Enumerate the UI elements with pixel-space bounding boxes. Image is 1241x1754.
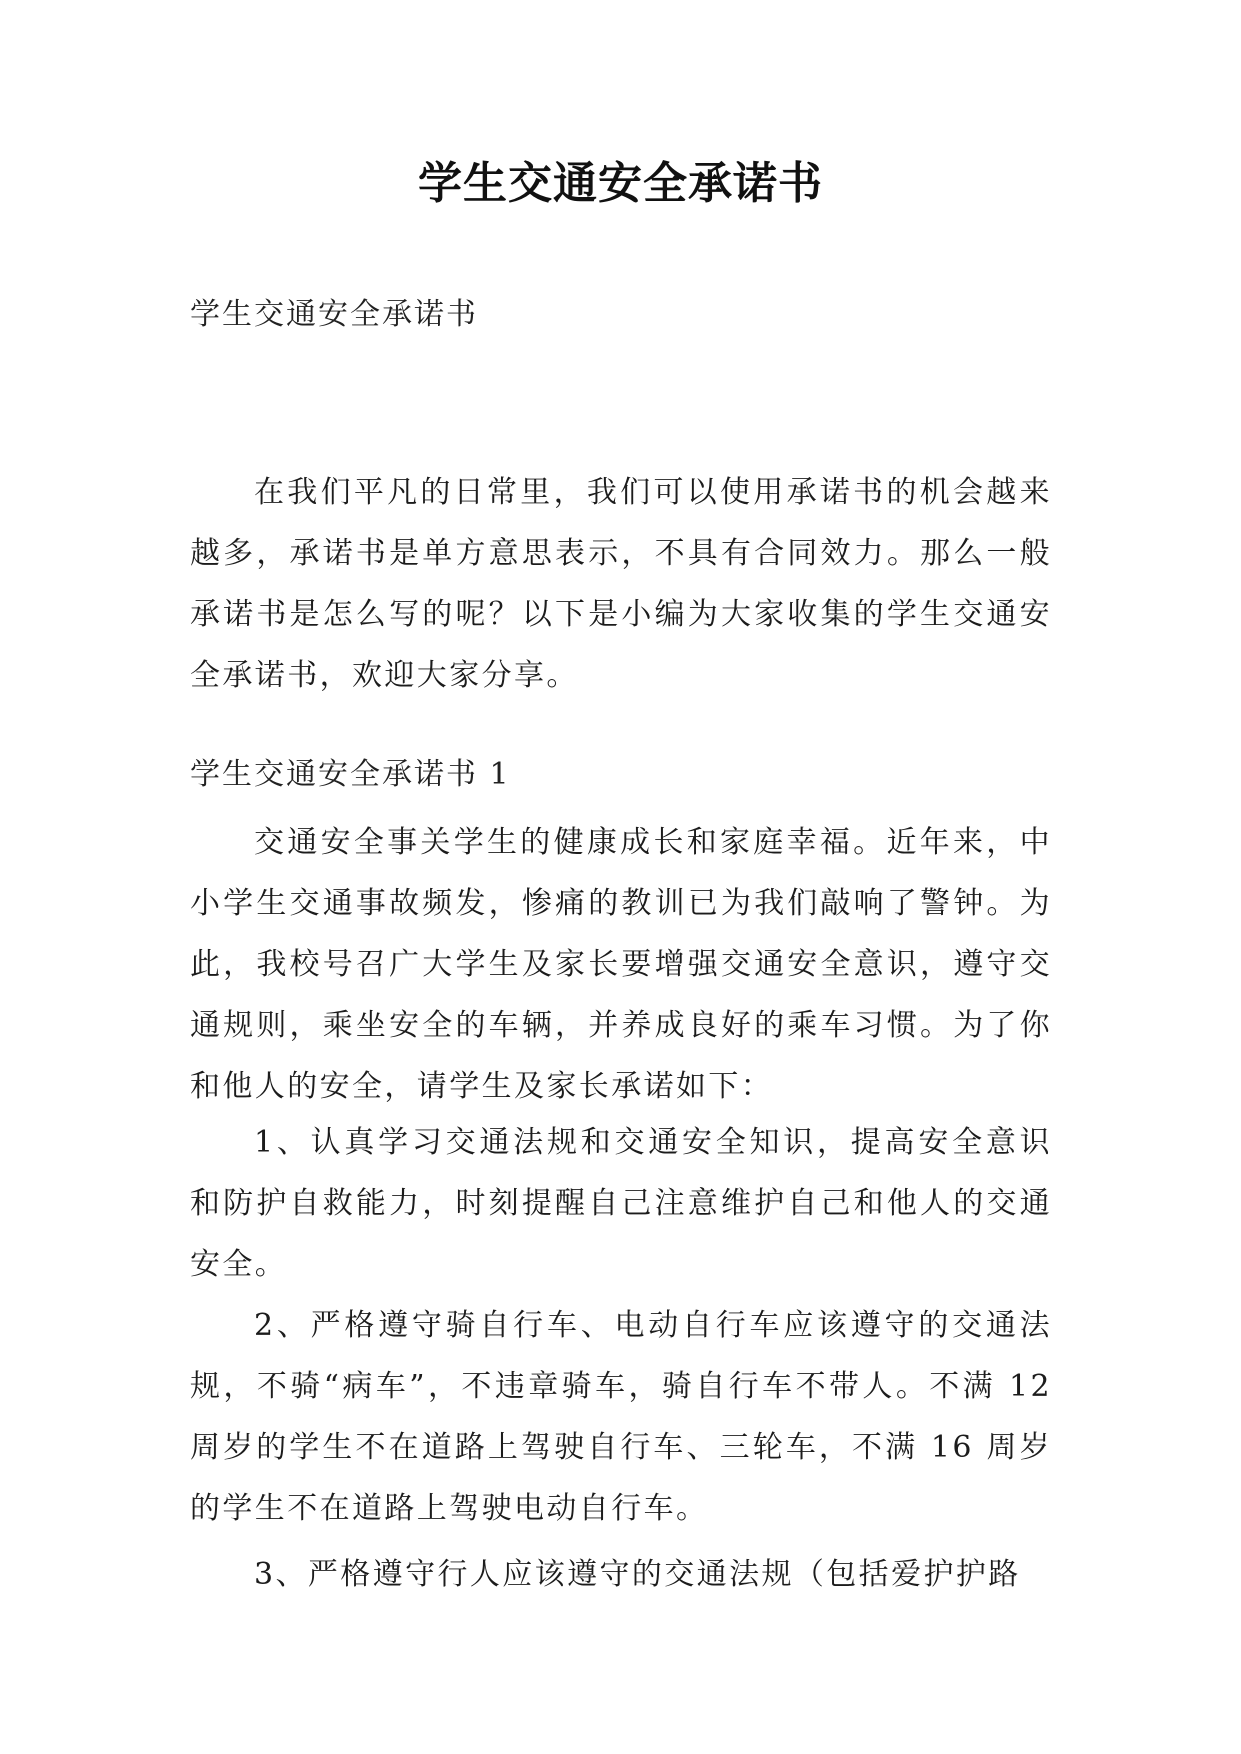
- document-subtitle: 学生交通安全承诺书: [190, 297, 478, 332]
- section-title: 学生交通安全承诺书 1: [190, 757, 511, 792]
- pledge-item-1: 1、认真学习交通法规和交通安全知识，提高安全意识和防护自救能力，时刻提醒自己注意维护自己和他人的交通安全。: [190, 1125, 1052, 1282]
- body-paragraph: 交通安全事关学生的健康成长和家庭幸福。近年来，中小学生交通事故频发，惨痛的教训已为我们敲响了警钟。为此，我校号召广大学生及家长要增强交通安全意识，遵守交通规则，乘坐安全的车辆，并养成良好的乘车习惯。为了你和他人的安全，请学生及家长承诺如下：: [190, 825, 1052, 1104]
- document-title: 学生交通安全承诺书: [418, 158, 823, 209]
- pledge-item-3: 3、严格遵守行人应该遵守的交通法规（包括爱护护路: [254, 1557, 1021, 1592]
- pledge-item-2: 2、严格遵守骑自行车、电动自行车应该遵守的交通法规，不骑“病车”，不违章骑车，骑自行车不带人。不满 12 周岁的学生不在道路上驾驶自行车、三轮车，不满 16 周岁的学生不在道路上驾驶电动自行车。: [190, 1308, 1052, 1526]
- intro-paragraph: 在我们平凡的日常里，我们可以使用承诺书的机会越来越多，承诺书是单方意思表示，不具有合同效力。那么一般承诺书是怎么写的呢？以下是小编为大家收集的学生交通安全承诺书，欢迎大家分享。: [190, 475, 1052, 693]
